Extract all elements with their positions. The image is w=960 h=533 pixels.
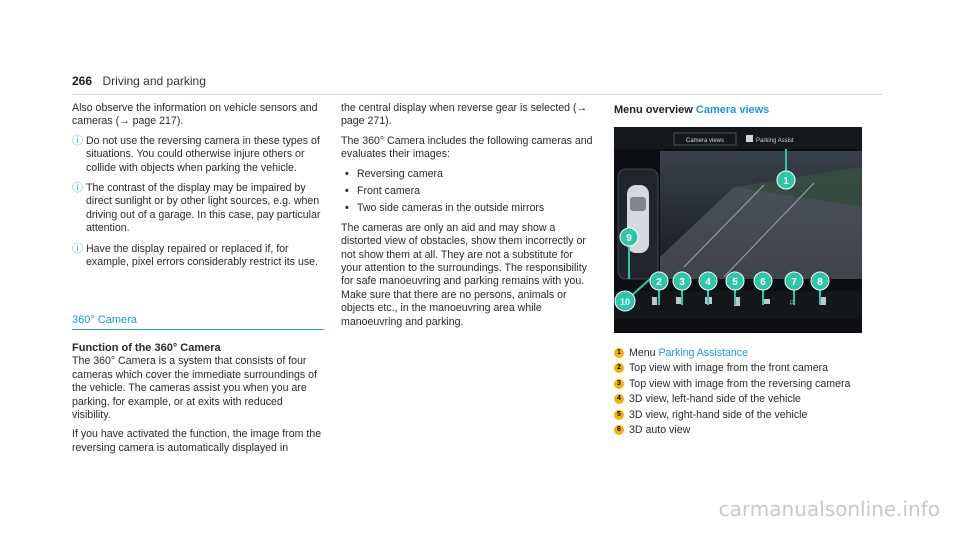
list-item: • Front camera <box>341 185 593 198</box>
legend-text: Top view with image from the front camera <box>629 362 829 375</box>
legend-item-6 <box>614 424 864 437</box>
legend-badge: 5 <box>614 410 624 420</box>
callout-8: 8 <box>817 277 823 288</box>
left-column-lower <box>72 330 324 461</box>
parking-assist-icon <box>746 135 753 142</box>
paragraph: The cameras are only an aid and may show a distorted view of obstacles, show them incorrectly or not show them at all. They are not a substitute for your attention to the surroundings. The responsibility for safe manoeuvring and parking remains with you. Make sure that there are no persons, animals or objects etc., in the manoeuvring area while manoeuvring and parking. <box>341 221 587 328</box>
figure-title-highlight: Camera views <box>695 104 770 116</box>
camera-screen-figure <box>614 127 862 333</box>
legend-item-2 <box>614 362 864 375</box>
page-number: 266 <box>72 74 93 88</box>
legend-item-1 <box>614 347 864 360</box>
left-column <box>72 102 324 276</box>
p-label: P <box>790 301 795 307</box>
tab-camera-views[interactable]: Camera views <box>685 138 725 144</box>
legend-text: 3D view, right-hand side of the vehicle <box>629 408 808 421</box>
list-item: • Reversing camera <box>341 168 593 181</box>
intro-text: Also observe the information on vehicle sensors and cameras (→ page 217). <box>72 102 318 128</box>
section-title: 360° Camera <box>72 314 137 326</box>
figure-title <box>614 104 769 116</box>
legend-badge: 6 <box>614 425 624 435</box>
middle-column <box>341 102 593 335</box>
info-icon: ⓘ <box>72 242 83 255</box>
legend-text: Top view with image from the reversing camera <box>629 377 851 390</box>
callout-2: 2 <box>656 277 662 288</box>
callout-3: 3 <box>679 277 685 288</box>
legend-badge: 3 <box>614 379 624 389</box>
paragraph: The 360° Camera is a system that consists of four cameras which cover the immediate surroundings of the vehicle. The cameras assist you when you are parking, for example, or at exits with reduced visibility. <box>72 355 317 422</box>
callout-5: 5 <box>732 277 738 288</box>
camera-screen-illustration <box>614 127 862 333</box>
note-text: The contrast of the display may be impaired by direct sunlight or by other light sources, e.g. when driving out of a garage. In this case, pay particular attention. <box>86 182 321 235</box>
camera-list <box>341 168 593 216</box>
info-icon: ⓘ <box>72 134 83 147</box>
paragraph: If you have activated the function, the image from the reversing camera is automatically displayed in <box>72 428 322 454</box>
legend-text: 3D auto view <box>629 424 691 437</box>
callout-9: 9 <box>626 233 632 244</box>
legend-item-5 <box>614 409 864 422</box>
subheading: Function of the 360° Camera <box>72 342 221 354</box>
note-2 <box>72 182 324 236</box>
legend-badge: 1 <box>614 348 624 358</box>
info-icon: ⓘ <box>72 182 83 195</box>
note-text: Do not use the reversing camera in these types of situations. You could otherwise injure others or collide with objects when parking the vehicle. <box>86 134 320 174</box>
legend-item-3 <box>614 378 864 391</box>
note-text: Have the display repaired or replaced if, for example, pixel errors considerably restrict its use. <box>86 242 318 269</box>
legend-text: 3D view, left-hand side of the vehicle <box>629 393 801 406</box>
watermark: carmanualsonline.info <box>718 497 940 521</box>
list-item: • Two side cameras in the outside mirrors <box>341 202 593 215</box>
callout-6: 6 <box>760 277 766 288</box>
callout-4: 4 <box>705 277 711 288</box>
callout-10: 10 <box>619 297 631 307</box>
legend-text: Menu <box>629 347 656 359</box>
paragraph: The 360° Camera includes the following cameras and evaluates their images: <box>341 134 593 161</box>
note-1 <box>72 135 324 175</box>
legend-badge: 2 <box>614 363 624 373</box>
legend-item-4 <box>614 393 864 406</box>
tab-parking-assist[interactable]: Parking Assist <box>756 138 794 144</box>
page-header <box>72 72 882 95</box>
figure-legend <box>614 347 864 439</box>
callout-1: 1 <box>783 176 789 187</box>
note-3 <box>72 243 324 270</box>
callout-7: 7 <box>791 277 797 288</box>
legend-badge: 4 <box>614 394 624 404</box>
parking-assistance-link[interactable]: Parking Assistance <box>658 347 748 359</box>
paragraph: the central display when reverse gear is selected (→ page 271). <box>341 102 588 128</box>
figure-title-prefix: Menu overview <box>614 104 693 116</box>
chapter-title: Driving and parking <box>102 74 206 88</box>
